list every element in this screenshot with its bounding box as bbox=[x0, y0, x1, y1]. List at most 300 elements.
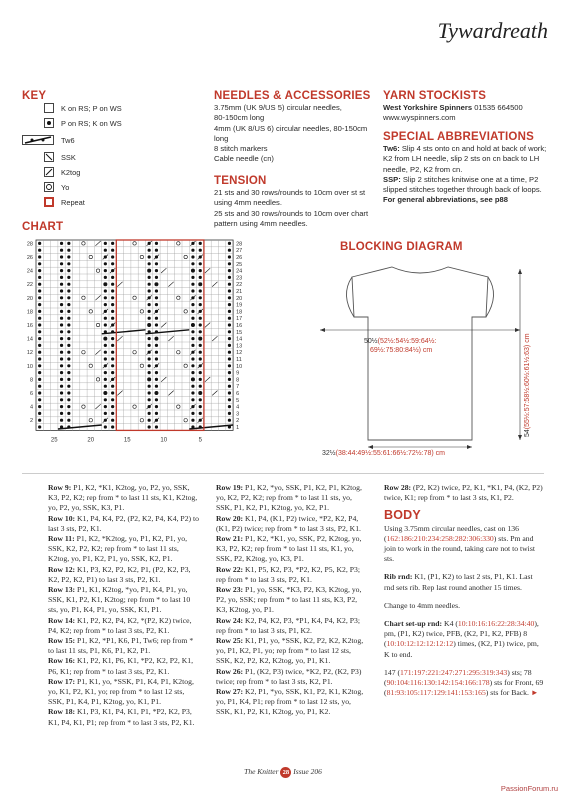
purl-dot bbox=[155, 405, 158, 408]
row-number-right: 1 bbox=[236, 425, 240, 431]
instructions-col-1 bbox=[48, 483, 200, 728]
purl-dot bbox=[60, 398, 63, 401]
purl-dot bbox=[104, 385, 107, 388]
purl-dot bbox=[67, 269, 70, 272]
row-instruction: Row 11: P1, K2, *K2tog, yo, P1, K2, P1, yo, SSK, K2, P2, K2; rep from * to last 11 sts, K2tog, yo, P1, K2, P1, yo, SSK, K2, P1. bbox=[48, 534, 188, 564]
purl-dot bbox=[38, 323, 41, 326]
purl-dot bbox=[67, 351, 70, 354]
purl-dot bbox=[191, 364, 194, 367]
purl-dot bbox=[148, 371, 151, 374]
row-number-right: 7 bbox=[236, 384, 240, 391]
purl-dot bbox=[38, 391, 41, 394]
blocking-heading: BLOCKING DIAGRAM bbox=[340, 241, 463, 253]
abbrev-term: SSP: bbox=[383, 174, 401, 184]
purl-dot bbox=[228, 242, 231, 245]
key-item bbox=[44, 102, 122, 114]
purl-dot bbox=[148, 412, 151, 415]
purl-dot bbox=[104, 262, 107, 265]
instructions-col-2 bbox=[216, 483, 368, 718]
needle-change: Change to 4mm needles. bbox=[384, 600, 461, 610]
purl-dot bbox=[155, 398, 158, 401]
row-number-left: 16 bbox=[26, 323, 33, 329]
purl-dot bbox=[104, 303, 107, 306]
purl-dot bbox=[60, 412, 63, 415]
purl-dot bbox=[148, 391, 151, 394]
needles-line: 3.75mm (UK 9/US 5) circular needles, bbox=[214, 103, 342, 112]
purl-dot bbox=[38, 276, 41, 279]
purl-dot bbox=[191, 303, 194, 306]
purl-dot bbox=[228, 371, 231, 374]
key-label: Repeat bbox=[61, 197, 85, 207]
purl-dot bbox=[38, 330, 41, 333]
row-instruction: Row 26: P1, (K2, P3) twice, *K2, P2, (K2, P3) twice; rep from * to last 3 sts, K2, P1. bbox=[216, 666, 362, 686]
purl-dot bbox=[155, 371, 158, 374]
row-number-left: 22 bbox=[26, 282, 33, 289]
purl-dot bbox=[199, 289, 202, 292]
purl-dot bbox=[111, 296, 114, 299]
purl-dot bbox=[199, 371, 202, 374]
purl-dot bbox=[104, 344, 107, 347]
row-instruction: Row 18: K1, P3, K1, P4, K1, P1, *P2, K2, P3, K1, P4, K1, P1; rep from * to last 3 sts, P2, K1. bbox=[48, 707, 195, 727]
purl-dot bbox=[104, 412, 107, 415]
purl-dot bbox=[191, 398, 194, 401]
row-number-right: 18 bbox=[236, 309, 243, 316]
purl-dot bbox=[191, 283, 194, 286]
purl-dot bbox=[60, 249, 63, 252]
purl-dot bbox=[60, 296, 63, 299]
column-number: 10 bbox=[160, 437, 168, 444]
purl-dot bbox=[191, 276, 194, 279]
purl-dot bbox=[67, 303, 70, 306]
purl-dot bbox=[191, 310, 194, 313]
purl-dot bbox=[199, 262, 202, 265]
continue-arrow-icon: ► bbox=[530, 688, 539, 698]
purl-dot bbox=[148, 425, 151, 428]
purl-dot bbox=[67, 398, 70, 401]
purl-dot bbox=[191, 357, 194, 360]
purl-dot bbox=[60, 351, 63, 354]
purl-dot bbox=[191, 289, 194, 292]
purl-dot bbox=[111, 344, 114, 347]
height-sizes: (55½:57:58½:60½:61½:63) cm bbox=[524, 333, 531, 430]
purl-dot bbox=[60, 269, 63, 272]
row-number-right: 8 bbox=[236, 377, 240, 384]
purl-dot bbox=[228, 337, 231, 340]
purl-dot bbox=[67, 276, 70, 279]
row-number-left: 4 bbox=[29, 404, 33, 411]
key-label: Yo bbox=[61, 182, 70, 192]
purl-dot bbox=[60, 289, 63, 292]
purl-dot-icon bbox=[44, 118, 54, 128]
row-number-right: 15 bbox=[236, 329, 243, 336]
purl-dot bbox=[111, 242, 114, 245]
column-number: 20 bbox=[87, 437, 95, 444]
abbrev-text bbox=[383, 144, 553, 206]
key-item bbox=[44, 196, 85, 208]
row-number-right: 4 bbox=[236, 404, 240, 411]
purl-dot bbox=[148, 283, 151, 286]
blank-square-icon bbox=[44, 103, 54, 113]
purl-dot bbox=[104, 242, 107, 245]
purl-dot bbox=[228, 378, 231, 381]
purl-dot bbox=[199, 398, 202, 401]
yarn-stockist bbox=[383, 103, 553, 124]
purl-dot bbox=[148, 289, 151, 292]
purl-dot bbox=[199, 269, 202, 272]
needles-line: long bbox=[214, 133, 229, 143]
row-number-left: 6 bbox=[29, 391, 33, 397]
purl-dot bbox=[111, 405, 114, 408]
stitch-count: 147 (171:197:221:247:271:295:319:343) sts; 78 (90:104:116:130:142:154:166:178) sts for Front, 69 (81:93:105:117:129:141:153:165) sts for Back. ► bbox=[384, 667, 544, 698]
purl-dot bbox=[38, 283, 41, 286]
purl-dot bbox=[111, 276, 114, 279]
purl-dot bbox=[67, 242, 70, 245]
purl-dot bbox=[67, 317, 70, 320]
row-number-left: 20 bbox=[26, 295, 33, 302]
purl-dot bbox=[104, 296, 107, 299]
purl-dot bbox=[67, 412, 70, 415]
purl-dot bbox=[60, 391, 63, 394]
purl-dot bbox=[228, 330, 231, 333]
footer bbox=[0, 767, 566, 778]
purl-dot bbox=[148, 357, 151, 360]
purl-dot bbox=[60, 385, 63, 388]
row-number-right: 6 bbox=[236, 391, 240, 397]
height-main: 54 bbox=[524, 429, 531, 437]
column-number: 15 bbox=[123, 437, 131, 444]
purl-dot bbox=[155, 344, 158, 347]
purl-dot bbox=[111, 303, 114, 306]
purl-dot bbox=[155, 262, 158, 265]
row-number-left: 10 bbox=[26, 363, 33, 370]
row-number-left: 24 bbox=[26, 268, 33, 275]
purl-dot bbox=[60, 337, 63, 340]
purl-dot bbox=[38, 269, 41, 272]
key-label: P on RS; K on WS bbox=[61, 118, 122, 128]
width-sizes: (52½:54½:59:64½: bbox=[377, 338, 437, 345]
tension-line: 21 sts and 30 rows/rounds to 10cm over st st bbox=[214, 188, 366, 197]
row-number-left: 28 bbox=[26, 241, 33, 248]
purl-dot bbox=[67, 337, 70, 340]
purl-dot bbox=[228, 283, 231, 286]
purl-dot bbox=[38, 337, 41, 340]
row-number-right: 9 bbox=[236, 370, 240, 377]
tension-text bbox=[214, 188, 374, 229]
purl-dot bbox=[111, 391, 114, 394]
purl-dot bbox=[148, 310, 151, 313]
purl-dot bbox=[38, 296, 41, 299]
arrow-head-icon bbox=[518, 435, 522, 440]
purl-dot bbox=[38, 419, 41, 422]
purl-dot bbox=[199, 296, 202, 299]
purl-dot bbox=[155, 323, 158, 326]
purl-dot bbox=[148, 303, 151, 306]
purl-dot bbox=[60, 276, 63, 279]
yarn-heading: YARN STOCKISTS bbox=[383, 90, 487, 102]
abbrev-general: For general abbreviations, see p88 bbox=[383, 195, 508, 205]
needles-line: 4mm (UK 8/US 6) circular needles, 80-150cm bbox=[214, 123, 368, 133]
row-instruction: Row 24: K2, P4, K2, P3, *P1, K4, P4, K2, P3; rep from * to last 3 sts, P1, K2. bbox=[216, 615, 360, 635]
row-number-right: 10 bbox=[236, 363, 243, 370]
purl-dot bbox=[228, 249, 231, 252]
purl-dot bbox=[38, 385, 41, 388]
purl-dot bbox=[67, 296, 70, 299]
purl-dot bbox=[228, 412, 231, 415]
purl-dot bbox=[67, 371, 70, 374]
width-sizes-2: 69½:75:80:84½) cm bbox=[370, 347, 433, 354]
purl-dot bbox=[111, 351, 114, 354]
purl-dot bbox=[228, 351, 231, 354]
needles-list bbox=[214, 103, 374, 165]
instructions-col-3 bbox=[384, 483, 544, 698]
purl-dot bbox=[67, 262, 70, 265]
purl-dot bbox=[155, 242, 158, 245]
purl-dot bbox=[199, 412, 202, 415]
svg-text:54(55½:57:58½:60½:61½:63) cm bbox=[523, 333, 531, 437]
footer-magazine: The Knitter bbox=[244, 767, 279, 777]
purl-dot bbox=[199, 344, 202, 347]
purl-dot bbox=[155, 357, 158, 360]
purl-dot bbox=[228, 310, 231, 313]
purl-dot bbox=[60, 371, 63, 374]
column-number: 25 bbox=[50, 437, 58, 444]
arrow-head-icon bbox=[518, 269, 522, 274]
key-heading: KEY bbox=[22, 90, 47, 102]
key-label: SSK bbox=[61, 152, 76, 162]
purl-dot bbox=[60, 303, 63, 306]
purl-dot bbox=[148, 385, 151, 388]
chart-heading: CHART bbox=[22, 221, 64, 233]
purl-dot bbox=[155, 351, 158, 354]
purl-dot bbox=[38, 344, 41, 347]
purl-dot bbox=[60, 317, 63, 320]
purl-dot bbox=[67, 385, 70, 388]
row-instruction: Row 17: P1, K1, yo, *SSK, P1, K4, P1, K2tog, yo, K1, P2, K1, yo; rep from * to last 12 sts, SSK, P1, K4, P1, K2tog, yo, K1, P1. bbox=[48, 676, 194, 707]
purl-dot bbox=[67, 378, 70, 381]
needles-line: Cable needle (cn) bbox=[214, 154, 274, 164]
purl-dot bbox=[38, 255, 41, 258]
row-number-left: 18 bbox=[26, 309, 33, 316]
purl-dot bbox=[228, 262, 231, 265]
purl-dot bbox=[111, 371, 114, 374]
purl-dot bbox=[191, 317, 194, 320]
key-item bbox=[44, 117, 122, 129]
purl-dot bbox=[60, 330, 63, 333]
page-title: Tywardreath bbox=[437, 18, 548, 43]
row-number-right: 27 bbox=[236, 248, 243, 255]
row-instruction: Row 10: K1, P4, K4, P2, (P2, K2, P4, K4, P2) to last 3 sts, P2, K1. bbox=[48, 513, 199, 533]
purl-dot bbox=[228, 419, 231, 422]
purl-dot bbox=[67, 364, 70, 367]
purl-dot bbox=[191, 391, 194, 394]
ssk-slash-icon bbox=[44, 152, 54, 162]
row-number-right: 14 bbox=[236, 336, 243, 343]
purl-dot bbox=[111, 255, 114, 258]
row-number-right: 11 bbox=[236, 357, 242, 363]
purl-dot bbox=[38, 371, 41, 374]
yarn-brand: West Yorkshire Spinners bbox=[383, 103, 473, 112]
tension-line: pattern using 4mm needles. bbox=[214, 218, 308, 228]
purl-dot bbox=[104, 249, 107, 252]
purl-dot bbox=[228, 364, 231, 367]
purl-dot bbox=[104, 289, 107, 292]
abbrev-def: Slip 2 stitches knitwise one at a time, P2 slipped stitches together through back of loops. bbox=[383, 174, 542, 195]
purl-dot bbox=[111, 310, 114, 313]
row-instruction: Row 25: K1, P1, yo, *SSK, K2, P2, K2, K2tog, yo, P1, K2, P1, yo; rep from * to last 12 sts, SSK, K2, P2, K2, K2tog, yo, P1, K1. bbox=[216, 636, 364, 666]
body-heading: BODY bbox=[384, 508, 421, 523]
footer-issue: Issue 206 bbox=[293, 767, 322, 777]
purl-dot bbox=[228, 391, 231, 394]
row-number-right: 23 bbox=[236, 275, 243, 282]
purl-dot bbox=[199, 242, 202, 245]
purl-dot bbox=[104, 398, 107, 401]
row-number-right: 12 bbox=[236, 350, 243, 357]
needles-heading: NEEDLES & ACCESSORIES bbox=[214, 90, 371, 102]
tension-heading: TENSION bbox=[214, 175, 267, 187]
purl-dot bbox=[155, 289, 158, 292]
arrow-head-icon bbox=[467, 445, 472, 449]
purl-dot bbox=[199, 351, 202, 354]
row-instruction: Row 12: K1, P3, K2, P2, K2, P1, (P2, K2, P3, K2, P2, K2, P1) to last 3 sts, P2, K1. bbox=[48, 564, 191, 584]
chart-setup-round: Chart set-up rnd: K4 (10:10:16:16:22:28:34:40), pm, (P1, K2) twice, PFB, (K2, P1, K2, PFB) 8 (10:10:12:12:12:12:12) times, (K2, P1) twice, pm, K to end. bbox=[384, 619, 539, 659]
row-number-right: 28 bbox=[236, 241, 243, 248]
page-number: 28 bbox=[280, 767, 291, 778]
purl-dot bbox=[191, 262, 194, 265]
purl-dot bbox=[191, 385, 194, 388]
purl-dot bbox=[67, 391, 70, 394]
purl-dot bbox=[155, 303, 158, 306]
purl-dot bbox=[111, 357, 114, 360]
row-number-right: 25 bbox=[236, 261, 243, 268]
purl-dot bbox=[60, 255, 63, 258]
purl-dot bbox=[191, 344, 194, 347]
purl-dot bbox=[155, 269, 158, 272]
purl-dot bbox=[199, 249, 202, 252]
purl-dot bbox=[148, 249, 151, 252]
purl-dot bbox=[228, 276, 231, 279]
purl-dot bbox=[38, 357, 41, 360]
purl-dot bbox=[191, 412, 194, 415]
purl-dot bbox=[38, 249, 41, 252]
row-number-right: 19 bbox=[236, 302, 243, 309]
row-instruction: Row 28: (P2, K2) twice, P2, K1, *K1, P4, (K2, P2) twice, K1; rep from * to last 3 sts, K1, P2. bbox=[384, 483, 543, 503]
key-item bbox=[44, 134, 75, 146]
purl-dot bbox=[155, 425, 158, 428]
key-label: Tw6 bbox=[61, 135, 75, 145]
purl-dot bbox=[228, 269, 231, 272]
purl-dot bbox=[111, 317, 114, 320]
purl-dot bbox=[155, 249, 158, 252]
purl-dot bbox=[67, 357, 70, 360]
purl-dot bbox=[228, 398, 231, 401]
yarn-web[interactable]: www.wyspinners.com bbox=[383, 113, 456, 123]
purl-dot bbox=[199, 405, 202, 408]
purl-dot bbox=[38, 310, 41, 313]
blocking-diagram bbox=[300, 255, 540, 460]
purl-dot bbox=[67, 310, 70, 313]
row-number-left: 14 bbox=[26, 336, 33, 343]
purl-dot bbox=[199, 276, 202, 279]
purl-dot bbox=[155, 296, 158, 299]
purl-dot bbox=[148, 364, 151, 367]
row-instruction: Row 15: P1, K2, *P1, K6, P1, Tw6; rep from * to last 11 sts, P1, K6, P1, K2, P1. bbox=[48, 636, 194, 656]
yo-circle-icon bbox=[44, 182, 54, 192]
purl-dot bbox=[38, 405, 41, 408]
purl-dot bbox=[104, 323, 107, 326]
key-item bbox=[44, 166, 80, 178]
purl-dot bbox=[199, 330, 202, 333]
body-cast-on: Using 3.75mm circular needles, cast on 136 (162:186:210:234:258:282:306:330) sts. Pm and join to work in the round, taking care not to twist sts. bbox=[384, 523, 535, 564]
purl-dot bbox=[148, 317, 151, 320]
purl-dot bbox=[199, 317, 202, 320]
purl-dot bbox=[111, 364, 114, 367]
purl-dot bbox=[67, 323, 70, 326]
column-number: 5 bbox=[198, 437, 202, 444]
purl-dot bbox=[38, 303, 41, 306]
row-instruction: Row 9: P1, K2, *K1, K2tog, yo, P2, yo, SSK, K3, P2, K2; rep from * to last 11 sts, K1, K2tog, yo, P2, yo, SSK, K3, P1. bbox=[48, 483, 198, 513]
purl-dot bbox=[38, 262, 41, 265]
purl-dot bbox=[104, 371, 107, 374]
purl-dot bbox=[111, 249, 114, 252]
row-instruction: Row 21: P1, K2, *K1, yo, SSK, P2, K2tog, yo, K3, P2, K2; rep from * to last 11 sts, K1, yo, SSK, P2, K2tog, yo, K3, P1. bbox=[216, 534, 362, 564]
key-label: K on RS; P on WS bbox=[61, 103, 122, 113]
purl-dot bbox=[104, 357, 107, 360]
key-label: K2tog bbox=[61, 167, 81, 177]
purl-dot bbox=[111, 337, 114, 340]
purl-dot bbox=[38, 317, 41, 320]
purl-dot bbox=[111, 412, 114, 415]
purl-dot bbox=[228, 357, 231, 360]
purl-dot bbox=[228, 289, 231, 292]
purl-dot bbox=[228, 323, 231, 326]
svg-text:50½(52½:54½:59:64½: bbox=[364, 337, 436, 345]
row-number-right: 26 bbox=[236, 255, 243, 261]
purl-dot bbox=[67, 405, 70, 408]
purl-dot bbox=[67, 283, 70, 286]
purl-dot bbox=[67, 289, 70, 292]
purl-dot bbox=[111, 425, 114, 428]
abbrev-term: Tw6: bbox=[383, 144, 400, 153]
purl-dot bbox=[228, 385, 231, 388]
purl-dot bbox=[155, 385, 158, 388]
purl-dot bbox=[60, 357, 63, 360]
purl-dot bbox=[155, 317, 158, 320]
purl-dot bbox=[191, 337, 194, 340]
purl-dot bbox=[199, 385, 202, 388]
purl-dot bbox=[60, 310, 63, 313]
purl-dot bbox=[60, 242, 63, 245]
hem-sizes: (38:44:49½:55:61:66½:72½:78) cm bbox=[335, 450, 445, 457]
row-instruction: Row 27: K2, P1, *yo, SSK, K1, P2, K1, K2tog, yo, P1, K4, P1; rep from * to last 12 sts, yo, SSK, K1, P2, K1, K2tog, yo, P1, K2. bbox=[216, 687, 364, 717]
purl-dot bbox=[155, 412, 158, 415]
row-number-left: 8 bbox=[29, 377, 33, 384]
arrow-head-icon bbox=[515, 328, 520, 332]
purl-dot bbox=[60, 364, 63, 367]
purl-dot bbox=[60, 344, 63, 347]
rib-round: Rib rnd: K1, (P1, K2) to last 2 sts, P1, K1. Last rnd sets rib. Rep last round another 15 times. bbox=[384, 572, 533, 592]
row-instruction: Row 23: P1, yo, SSK, *K3, P2, K3, K2tog, yo, P2, yo, SSK; rep from * to last 11 sts, K3, P2, K3, K2tog, yo, P1. bbox=[216, 585, 362, 615]
row-number-left: 26 bbox=[26, 255, 33, 261]
purl-dot bbox=[104, 405, 107, 408]
purl-dot bbox=[228, 303, 231, 306]
purl-dot bbox=[67, 330, 70, 333]
purl-dot bbox=[111, 385, 114, 388]
row-instruction: Row 20: K1, P4, (K1, P2) twice, *P2, K2, P4, (K1, P2) twice; rep from * to last 3 sts, P2, K1. bbox=[216, 513, 361, 533]
purl-dot bbox=[60, 378, 63, 381]
row-instruction: Row 13: P1, K1, K2tog, *yo, P1, K4, P1, yo, SSK, K1, P2, K1, K2tog; rep from * to last 10 sts, yo, P1, K4, P1, yo, SSK, K1, P1. bbox=[48, 585, 191, 615]
purl-dot bbox=[155, 378, 158, 381]
purl-dot bbox=[60, 262, 63, 265]
